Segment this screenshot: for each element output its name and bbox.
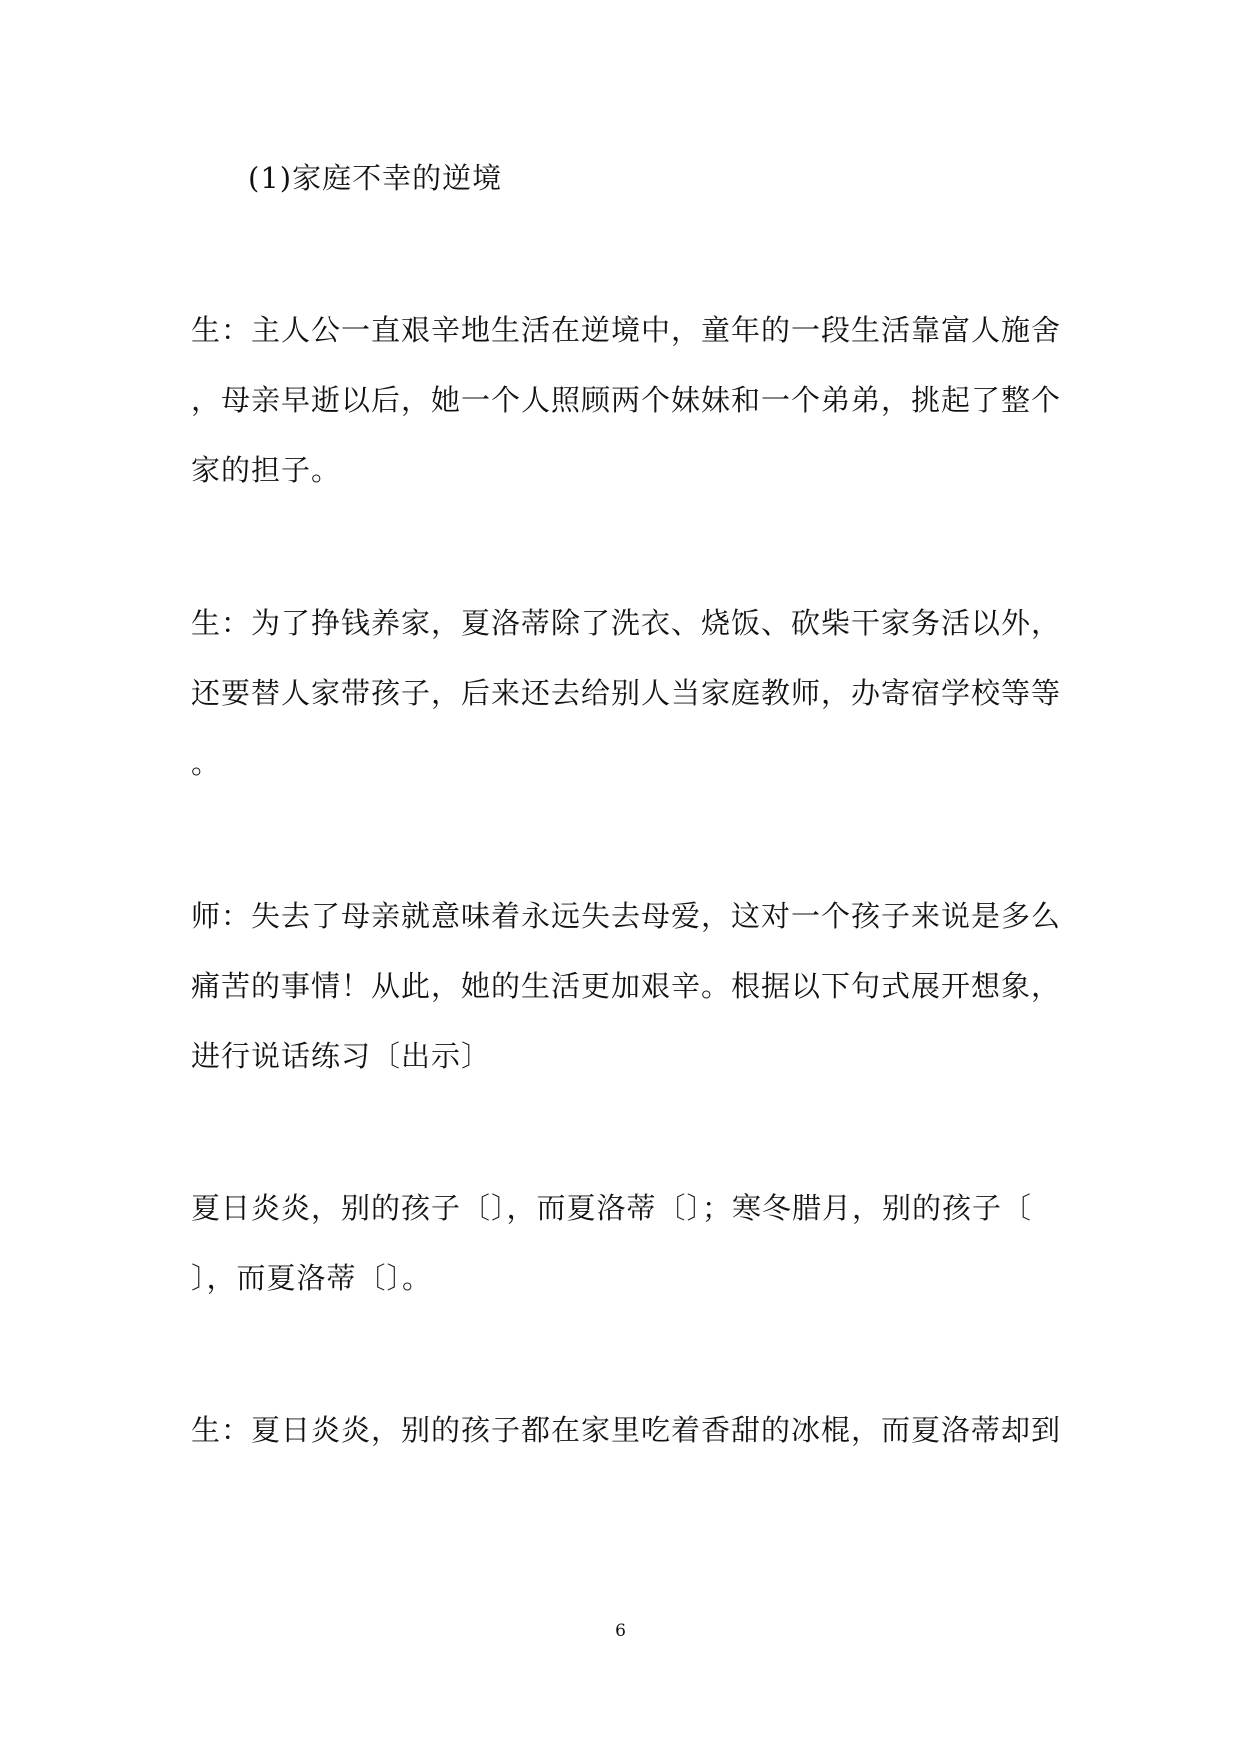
- paragraph-line: ，母亲早逝以后，她一个人照顾两个妹妹和一个弟弟，挑起了整个: [191, 383, 1062, 417]
- paragraph-line: 生：为了挣钱养家，夏洛蒂除了洗衣、烧饭、砍柴干家务活以外，: [191, 606, 1062, 640]
- paragraph-line: 家的担子。: [191, 453, 342, 487]
- paragraph-line: 。: [191, 746, 222, 780]
- paragraph-line: 〕，而夏洛蒂〔〕。: [191, 1261, 433, 1295]
- paragraph-line: 进行说话练习〔出示〕: [191, 1039, 492, 1073]
- paragraph-line: 师：失去了母亲就意味着永远失去母爱，这对一个孩子来说是多么: [191, 899, 1062, 933]
- section-heading: (1)家庭不幸的逆境: [248, 161, 503, 195]
- paragraph-line: 痛苦的事情！从此，她的生活更加艰辛。根据以下句式展开想象，: [191, 969, 1062, 1003]
- paragraph-line: 生：夏日炎炎，别的孩子都在家里吃着香甜的冰棍，而夏洛蒂却到: [191, 1413, 1062, 1447]
- page-number: 6: [615, 1621, 626, 1641]
- paragraph-line: 还要替人家带孩子，后来还去给别人当家庭教师，办寄宿学校等等: [191, 676, 1062, 710]
- paragraph-line: 夏日炎炎，别的孩子〔〕，而夏洛蒂〔〕；寒冬腊月，别的孩子〔: [191, 1191, 1033, 1225]
- paragraph-line: 生：主人公一直艰辛地生活在逆境中，童年的一段生活靠富人施舍: [191, 313, 1062, 347]
